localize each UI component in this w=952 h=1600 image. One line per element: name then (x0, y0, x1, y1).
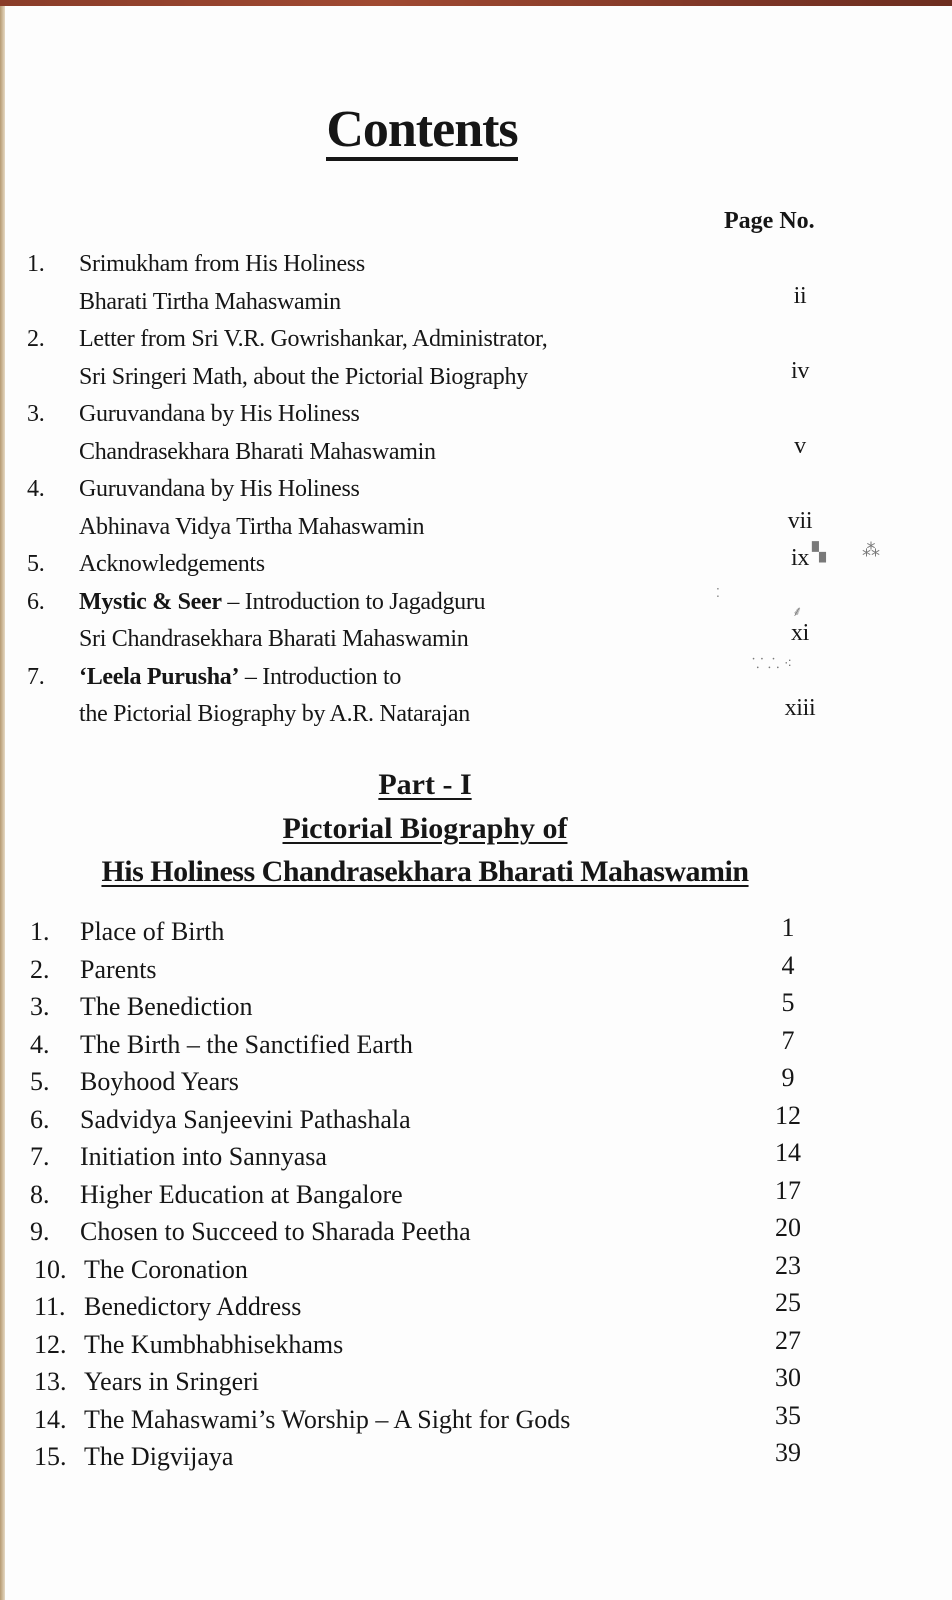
chapter-row (0, 1176, 952, 1214)
chapter-number: 10. (34, 1254, 67, 1284)
item-title: Srimukham from His Holiness (79, 251, 365, 277)
chapter-number: 3. (30, 992, 50, 1021)
part-label-text: Part - I (378, 768, 472, 801)
chapter-number: 15. (34, 1442, 67, 1471)
chapter-page: 30 (775, 1363, 801, 1392)
chapter-title: The Coronation (84, 1254, 248, 1284)
part-label (0, 768, 850, 802)
chapter-title: The Mahaswami’s Worship – A Sight for Gods (84, 1404, 571, 1434)
item-title-line2: Abhinava Vidya Tirtha Mahaswamin (79, 513, 425, 540)
item-title: Guruvandana by His Holiness (79, 401, 360, 427)
page-no-header: Page No. (724, 208, 815, 234)
chapter-page: 5 (781, 988, 795, 1017)
chapter-page: 12 (775, 1100, 801, 1130)
front-matter-list (0, 246, 952, 734)
item-title-line2: Chandrasekhara Bharati Mahaswamin (79, 438, 436, 465)
chapter-row (0, 1401, 952, 1439)
item-title-rest: – Introduction to (239, 663, 402, 690)
chapter-number: 8. (30, 1179, 50, 1209)
item-number: 1. (27, 251, 45, 277)
chapter-row (0, 1288, 952, 1326)
front-matter-item-cont (0, 359, 952, 397)
chapter-list (0, 913, 952, 1476)
chapter-row (0, 988, 952, 1026)
chapter-title: Years in Sringeri (84, 1367, 260, 1396)
item-page: vii (787, 507, 813, 534)
chapter-title: The Digvijaya (84, 1442, 234, 1471)
chapter-number: 4. (30, 1029, 50, 1059)
chapter-row (0, 913, 952, 951)
chapter-row (0, 1363, 952, 1401)
item-title: Guruvandana by His Holiness (79, 476, 360, 502)
item-page: iv (790, 357, 810, 384)
front-matter-item-cont (0, 621, 952, 659)
front-matter-item-cont (0, 696, 952, 734)
item-number: 6. (27, 588, 45, 615)
front-matter-item-cont (0, 284, 952, 322)
chapter-number: 7. (30, 1142, 50, 1171)
page-title (0, 100, 844, 161)
chapter-number: 9. (30, 1217, 50, 1246)
page-title-text: Contents (326, 103, 517, 161)
part-subtitle (0, 812, 850, 846)
chapter-title: Chosen to Succeed to Sharada Peetha (80, 1217, 471, 1246)
item-number: 2. (27, 326, 45, 352)
item-number: 7. (27, 663, 45, 690)
item-number: 5. (27, 551, 45, 577)
chapter-title: Boyhood Years (80, 1067, 239, 1096)
chapter-row (0, 1138, 952, 1176)
chapter-row (0, 1251, 952, 1289)
item-page: ii (793, 282, 807, 309)
chapter-page: 35 (775, 1400, 801, 1430)
item-title-bold: ‘Leela Purusha’ (79, 663, 240, 690)
item-title-line2: Sri Sringeri Math, about the Pictorial Biography (79, 363, 528, 390)
chapter-page: 7 (781, 1025, 795, 1055)
item-number: 3. (27, 401, 45, 427)
front-matter-item-cont (0, 434, 952, 472)
ink-smudge-mark: ⸪ ⸫ ⁖ (752, 656, 793, 672)
book-cover-edge-top (0, 0, 952, 6)
part-subject-text: His Holiness Chandrasekhara Bharati Mahaswamin (101, 855, 749, 888)
chapter-number: 6. (30, 1104, 50, 1134)
item-page: xi (790, 620, 810, 646)
chapter-number: 13. (34, 1367, 67, 1396)
chapter-page: 14 (775, 1138, 801, 1167)
chapter-page: 23 (775, 1250, 801, 1280)
item-title-line2: the Pictorial Biography by A.R. Natarajan (79, 701, 470, 727)
ink-smudge-mark: ⁚ (716, 586, 720, 600)
item-title (79, 584, 485, 622)
ink-smudge-mark: ⁂ (862, 540, 880, 561)
item-page: ix (790, 545, 810, 571)
chapter-title: Parents (80, 954, 157, 984)
item-title-bold: Mystic & Seer (79, 588, 222, 615)
chapter-page: 39 (775, 1438, 801, 1467)
chapter-number: 12. (34, 1329, 67, 1359)
chapter-title: Place of Birth (80, 917, 225, 946)
item-title-line2: Bharati Tirtha Mahaswamin (79, 288, 341, 315)
part-subject (0, 855, 850, 889)
chapter-page: 25 (775, 1288, 801, 1317)
chapter-row (0, 1326, 952, 1364)
chapter-title: Sadvidya Sanjeevini Pathashala (80, 1104, 411, 1134)
item-page: xiii (784, 695, 816, 721)
item-title (79, 659, 401, 697)
chapter-title: The Birth – the Sanctified Earth (80, 1029, 413, 1059)
chapter-title: The Kumbhabhisekhams (84, 1329, 344, 1359)
ink-smudge-mark: ⸙ (792, 604, 803, 620)
chapter-page: 9 (781, 1063, 795, 1092)
item-title: Acknowledgements (79, 551, 265, 577)
chapter-number: 11. (34, 1292, 66, 1321)
chapter-row (0, 1213, 952, 1251)
chapter-page: 1 (781, 913, 795, 942)
item-title-line2: Sri Chandrasekhara Bharati Mahaswamin (79, 626, 469, 652)
chapter-page: 20 (775, 1213, 801, 1242)
chapter-number: 1. (30, 917, 50, 946)
chapter-page: 17 (775, 1175, 801, 1205)
item-number: 4. (27, 476, 45, 502)
chapter-number: 5. (30, 1067, 50, 1096)
chapter-row (0, 1063, 952, 1101)
front-matter-item (0, 546, 952, 584)
item-title: Letter from Sri V.R. Gowrishankar, Administrator, (79, 326, 548, 352)
chapter-row (0, 1438, 952, 1476)
chapter-title: The Benediction (80, 992, 253, 1021)
chapter-row (0, 951, 952, 989)
chapter-page: 4 (781, 950, 795, 980)
chapter-title: Higher Education at Bangalore (80, 1179, 403, 1209)
ink-smudge-mark: ▚ (812, 542, 826, 563)
item-page: v (794, 432, 806, 459)
part-subtitle-text: Pictorial Biography of (282, 812, 568, 845)
chapter-row (0, 1026, 952, 1064)
chapter-number: 2. (30, 954, 50, 984)
chapter-number: 14. (34, 1404, 67, 1434)
chapter-page: 27 (775, 1325, 801, 1355)
chapter-title: Benedictory Address (84, 1292, 302, 1321)
item-title-rest: – Introduction to Jagadguru (221, 588, 486, 615)
chapter-title: Initiation into Sannyasa (80, 1142, 327, 1171)
chapter-row (0, 1101, 952, 1139)
